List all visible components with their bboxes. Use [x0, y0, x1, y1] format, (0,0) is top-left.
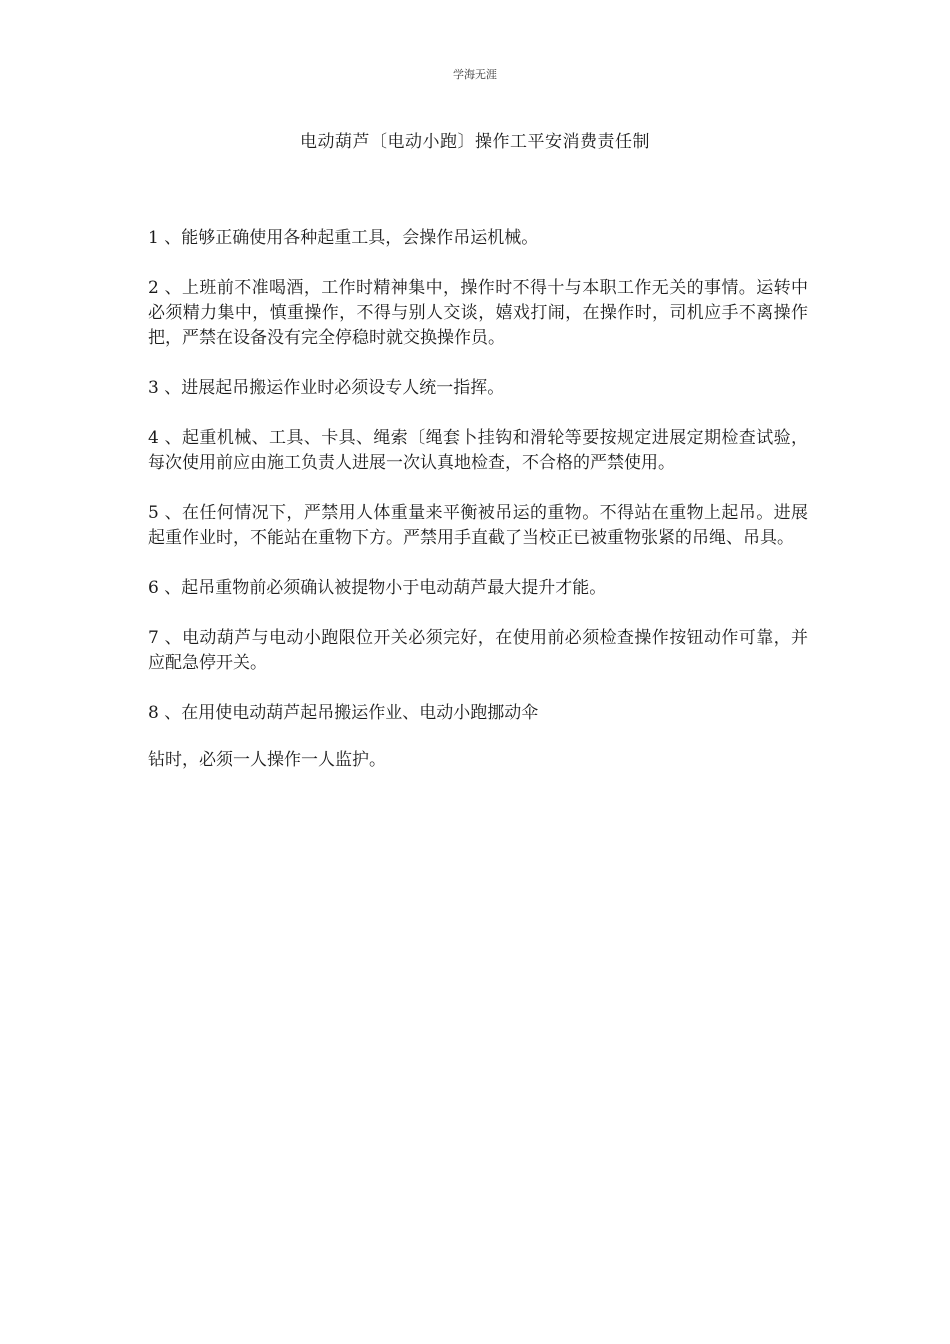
paragraph-7: 7 、电动葫芦与电动小跑限位开关必须完好，在使用前必须检查操作按钮动作可靠，并应配急停开关。 — [148, 628, 808, 673]
paragraph-9: 钻时，必须一人操作一人监护。 — [148, 750, 386, 770]
paragraph-2: 2 、上班前不准喝酒，工作时精神集中，操作时不得十与本职工作无关的事情。运转中必须精力集中，慎重操作，不得与别人交谈，嬉戏打闹，在操作时，司机应手不离操作把，严禁在设备没有完全停稳时就交换操作员。 — [148, 278, 808, 348]
paragraph-3: 3 、进展起吊搬运作业时必须设专人统一指挥。 — [148, 378, 505, 398]
paragraph-5: 5 、在任何情况下，严禁用人体重量来平衡被吊运的重物。不得站在重物上起吊。进展起重作业时，不能站在重物下方。严禁用手直截了当校正已被重物张紧的吊绳、吊具。 — [148, 503, 808, 548]
paragraph-1: 1 、能够正确使用各种起重工具，会操作吊运机械。 — [148, 228, 539, 248]
paragraph-6: 6 、起吊重物前必须确认被提物小于电动葫芦最大提升才能。 — [148, 578, 607, 598]
paragraph-8: 8 、在用使电动葫芦起吊搬运作业、电动小跑挪动伞 — [148, 703, 539, 723]
paragraph-4: 4 、起重机械、工具、卡具、绳索〔绳套卜挂钩和滑轮等要按规定进展定期检查试验，每次使用前应由施工负责人进展一次认真地检查，不合格的严禁使用。 — [148, 428, 808, 473]
document-title: 电动葫芦〔电动小跑〕操作工平安消费责任制 — [300, 132, 650, 152]
document-body — [148, 226, 808, 798]
page-header: 学海无涯 — [453, 68, 497, 81]
